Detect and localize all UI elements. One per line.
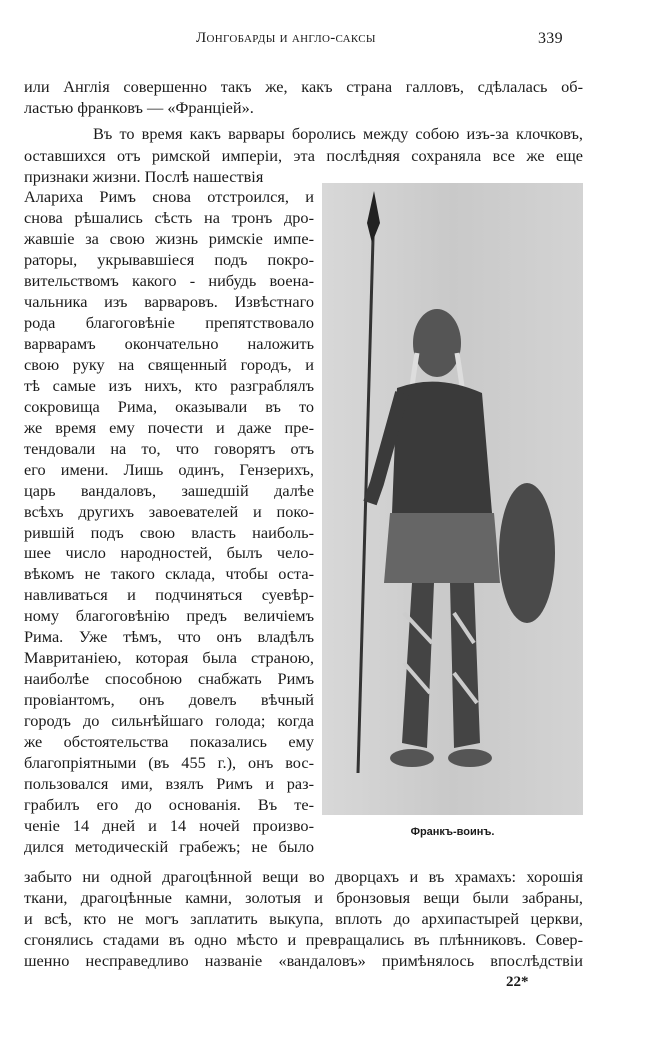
paragraph-2-column	[24, 187, 314, 858]
text-line: навливаться и подчиняться суевѣр-	[24, 585, 314, 605]
text-line: жавшіе за свою жизнь римскіе импе-	[24, 228, 314, 248]
text-line: Рима. Уже тѣмъ, что онъ владѣлъ	[24, 627, 314, 647]
text-line: его имени. Лишь одинъ, Гензерихъ,	[24, 459, 314, 479]
text-line: дился методическій грабежъ; не было	[24, 837, 314, 857]
text-line: забыто ни одной драгоцѣнной вещи во дворцахъ и въ храмахъ: хорошія	[24, 867, 583, 886]
tunic	[392, 382, 492, 521]
text-line: благопріятными (въ 455 г.), онъ вос-	[24, 753, 314, 773]
text-line: провіантомъ, онъ довелъ вѣчный	[24, 690, 314, 710]
text-line: наиболѣе способною снабжать Римъ	[24, 669, 314, 689]
text-line: сокровища Рима, оказывали въ то	[24, 396, 314, 416]
paragraph-1	[24, 76, 583, 118]
text-line: шее число народностей, былъ чело-	[24, 543, 314, 563]
text-line: тѣ самые изъ нихъ, кто разграблялъ	[24, 375, 314, 395]
text-line: рода благоговѣніе препятствовало	[24, 312, 314, 332]
text-line: же время ему почести и даже пре-	[24, 417, 314, 437]
text-line: раторы, укрывавшіеся подъ покро-	[24, 249, 314, 269]
text-line: ному благоговѣнію предъ величіемъ	[24, 606, 314, 626]
signature-mark: 22*	[506, 974, 529, 990]
left-foot	[390, 749, 434, 767]
text-line: или Англія совершенно такъ же, какъ страна галловъ, сдѣлалась об-	[24, 77, 583, 96]
text-line: Въ то время какъ варвары боролись между собою изъ-за клочковъ,	[93, 124, 583, 143]
right-foot	[448, 749, 492, 767]
text-line: городъ до сильнѣйшаго голода; когда	[24, 711, 314, 731]
text-line: свою руку на священный городъ, и	[24, 354, 314, 374]
figure-caption: Франкъ-воинъ.	[410, 826, 495, 838]
text-line: рившій подъ свою власть наиболь-	[24, 522, 314, 542]
text-line: чальника изъ варваровъ. Извѣстнаго	[24, 291, 314, 311]
text-line: варварамъ окончательно наложить	[24, 333, 314, 353]
text-line: признаки жизни. Послѣ нашествія	[24, 167, 264, 186]
text-line: сгонялись стадами въ одно мѣсто и превращались въ плѣнниковъ. Совер-	[24, 930, 583, 949]
warrior-figure-image	[322, 183, 583, 815]
running-title: Лонгобарды и англо-саксы	[196, 30, 376, 46]
shield	[499, 483, 555, 623]
text-line: шенно несправедливо названіе «вандаловъ» примѣнялось впослѣдствіи	[24, 951, 583, 970]
text-line: ткани, драгоцѣнные камни, золотыя и бронзовыя вещи были забраны,	[24, 888, 583, 907]
text-line: снова рѣшались сѣсть на тронъ дро-	[24, 207, 314, 227]
text-line: вѣкомъ не такого склада, чтобы оста-	[24, 564, 314, 584]
text-line: оставшихся отъ римской имперіи, эта послѣдняя сохраняла все же еще	[24, 145, 583, 165]
spear-head	[367, 191, 380, 243]
text-line: вительствомъ какого - нибудь воена-	[24, 270, 314, 290]
paragraph-2-end	[24, 866, 583, 971]
paragraph-2-start	[24, 123, 583, 188]
text-line: Мавританіею, которая была страною,	[24, 648, 314, 668]
illustration-frankish-warrior	[322, 183, 583, 815]
text-line: грабилъ его до основанія. Въ те-	[24, 795, 314, 815]
text-line: царь вандаловъ, зашедшій далѣе	[24, 480, 314, 500]
text-line: Алариха Римъ снова отстроился, и	[24, 187, 314, 206]
text-line: всѣхъ другихъ завоевателей и поко-	[24, 501, 314, 521]
text-line: пользовался ими, взялъ Римъ и раз-	[24, 774, 314, 794]
text-line: тендовали на то, что говорятъ отъ	[24, 438, 314, 458]
legs	[402, 583, 480, 748]
text-line: же обстоятельства показались ему	[24, 732, 314, 752]
skirt	[384, 513, 500, 583]
text-line: и всѣ, кто не могъ заплатить выкупа, вплоть до архипастырей церкви,	[24, 909, 583, 928]
text-line: ченіе 14 дней и 14 ночей произво-	[24, 816, 314, 836]
head	[413, 309, 461, 377]
page-number: 339	[538, 30, 563, 47]
text-line: ластью франковъ — «Франціей».	[24, 98, 254, 117]
